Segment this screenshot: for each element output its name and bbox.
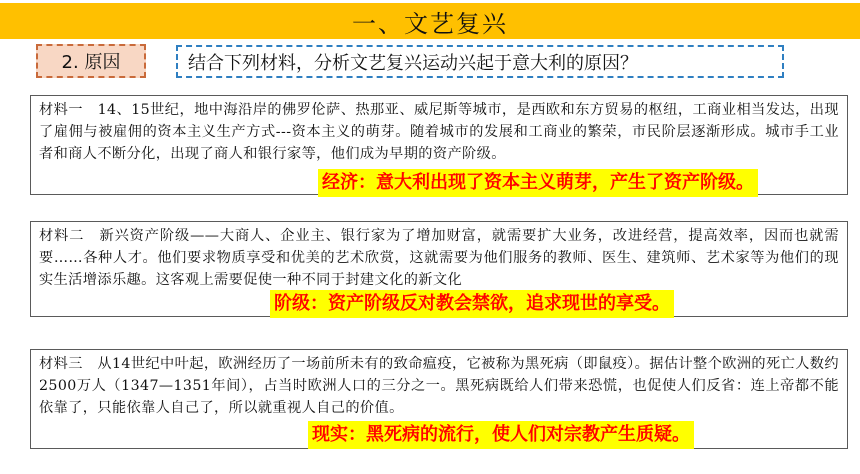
section-label-box xyxy=(36,44,146,78)
page-title: 一、文艺复兴 xyxy=(352,9,508,38)
material-three-conclusion: 现实：黑死病的流行，使人们对宗教产生质疑。 xyxy=(308,421,694,449)
material-one-conclusion: 经济：意大利出现了资本主义萌芽，产生了资产阶级。 xyxy=(318,169,758,197)
material-two-conclusion: 阶级：资产阶级反对教会禁欲，追求现世的享受。 xyxy=(270,290,674,318)
material-two-text: 材料二 新兴资产阶级——大商人、企业主、银行家为了增加财富，就需要扩大业务，改进经营，提高效率，因而也就需要……各种人才。他们要求物质享受和优美的艺术欣赏，这就需要为他们服务的教师、医生、建筑师、艺术家等为他们的现实生活增添乐趣。这客观上需要促使一种不同于封建文化的新文化 xyxy=(39,228,839,288)
title-bar xyxy=(0,3,860,39)
question-box xyxy=(176,45,784,78)
material-one-text: 材料一 14、15世纪，地中海沿岸的佛罗伦萨、热那亚、威尼斯等城市，是西欧和东方贸易的枢纽，工商业相当发达，出现了雇佣与被雇佣的资本主义生产方式---资本主义的萌芽。随着城市的发展和工商业的繁荣，市民阶层逐渐形成。城市手工业者和商人不断分化，出现了商人和银行家等，他们成为早期的资产阶级。 xyxy=(39,102,839,162)
material-three-text: 材料三 从14世纪中叶起，欧洲经历了一场前所未有的致命瘟疫，它被称为黑死病（即鼠疫）。据估计整个欧洲的死亡人数约2500万人（1347—1351年间），占当时欧洲人口的三分之一。黑死病既给人们带来恐慌，也促使人们反省：连上帝都不能依靠了，只能依靠人自己了，所以就重视人自己的价值。 xyxy=(39,356,839,416)
section-label: 2. 原因 xyxy=(61,52,121,73)
question-text: 结合下列材料，分析文艺复兴运动兴起于意大利的原因？ xyxy=(188,52,638,74)
